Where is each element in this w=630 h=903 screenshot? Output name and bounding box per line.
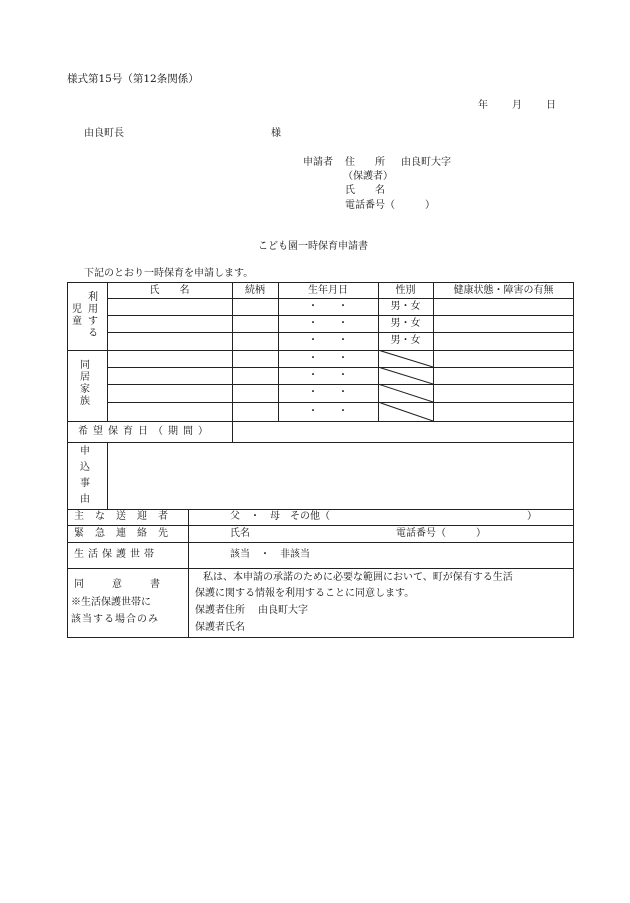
- applicant-label: 申請者: [303, 157, 333, 168]
- applicant-guardian-label: （保護者）: [343, 171, 393, 182]
- pickup-value: 父 ・ 母 その他（: [230, 511, 330, 522]
- group-divider: [67, 509, 574, 510]
- row-divider: [107, 298, 574, 299]
- applicant-name-label: 氏 名: [345, 185, 385, 196]
- welfare-value: 該当 ・ 非該当: [230, 549, 310, 560]
- row-divider: [107, 315, 574, 316]
- group-divider: [67, 350, 574, 351]
- group-divider: [67, 442, 574, 443]
- reason-label: 申込事由: [80, 446, 90, 505]
- group-divider: [67, 525, 574, 526]
- form-number: 様式第15号（第12条関係）: [67, 73, 199, 85]
- child-row-2-gender: 男・女: [390, 318, 421, 329]
- document-title: こども園一時保育申請書: [258, 241, 368, 252]
- header-health: 健康状態・障害の有無: [453, 285, 554, 296]
- applicant-address-value: 由良町大字: [401, 157, 451, 168]
- child-group-label-col2: 児童: [72, 304, 82, 327]
- emergency-contact-label: 緊急連絡先: [74, 528, 179, 539]
- child-row-1-gender: 男・女: [390, 301, 421, 312]
- group-divider: [67, 568, 574, 569]
- consent-text-line-1: 私は、本申請の承諾のために必要な範囲において、町が保有する生活: [203, 572, 513, 583]
- column-divider: [107, 282, 108, 421]
- group-divider: [67, 421, 574, 422]
- guardian-name-label: 保護者氏名: [195, 622, 245, 633]
- welfare-label: 生活保護世帯: [74, 549, 158, 560]
- child-group-label-col1: 利用する: [88, 292, 98, 339]
- row-divider: [107, 402, 574, 403]
- consent-label: 同意書: [74, 579, 188, 590]
- addressee-name: 由良町長: [84, 128, 124, 139]
- emergency-phone-label: 電話番号（ ）: [396, 528, 486, 539]
- child-row-1-birth: ・ ・: [308, 301, 348, 312]
- guardian-address-value: 由良町大字: [258, 605, 308, 616]
- child-row-3-birth: ・ ・: [308, 335, 348, 346]
- row-divider: [107, 384, 574, 385]
- column-divider: [232, 282, 233, 442]
- consent-note-2: 該当する場合のみ: [71, 614, 159, 625]
- addressee-honorific: 様: [271, 128, 281, 139]
- gender-diagonal-lines: [378, 350, 433, 421]
- family-row-3-birth: ・ ・: [308, 387, 348, 398]
- header-gender: 性別: [395, 285, 416, 296]
- child-row-3-gender: 男・女: [390, 335, 421, 346]
- row-divider: [107, 332, 574, 333]
- emergency-name-label: 氏名: [230, 528, 250, 539]
- family-row-4-birth: ・ ・: [308, 406, 348, 417]
- child-row-2-birth: ・ ・: [308, 318, 348, 329]
- family-row-1-birth: ・ ・: [308, 353, 348, 364]
- family-row-2-birth: ・ ・: [308, 370, 348, 381]
- pickup-label: 主な送迎者: [74, 511, 179, 522]
- guardian-address-label: 保護者住所: [195, 605, 245, 616]
- column-divider: [433, 282, 434, 421]
- column-divider: [188, 509, 189, 638]
- intro-text: 下記のとおり一時保育を申請します。: [84, 268, 254, 279]
- date-day-label: 日: [546, 100, 556, 111]
- date-month-label: 月: [512, 100, 522, 111]
- date-year-label: 年: [478, 100, 488, 111]
- consent-text-line-2: 保護に関する情報を利用することに同意します。: [195, 588, 415, 599]
- header-relation: 続柄: [245, 285, 265, 296]
- consent-note-1: ※生活保護世帯に: [71, 597, 151, 608]
- group-divider: [67, 542, 574, 543]
- desired-date-label: 希望保育日（期間）: [78, 426, 213, 437]
- header-birth-date: 生年月日: [308, 285, 348, 296]
- header-name: 氏 名: [149, 285, 190, 296]
- row-divider: [107, 367, 574, 368]
- applicant-address-label: 住 所: [345, 157, 385, 168]
- family-group-label: 同居家族: [80, 360, 90, 407]
- pickup-close: ）: [527, 511, 537, 522]
- applicant-phone-label: 電話番号（ ）: [345, 200, 435, 211]
- column-divider: [107, 442, 108, 509]
